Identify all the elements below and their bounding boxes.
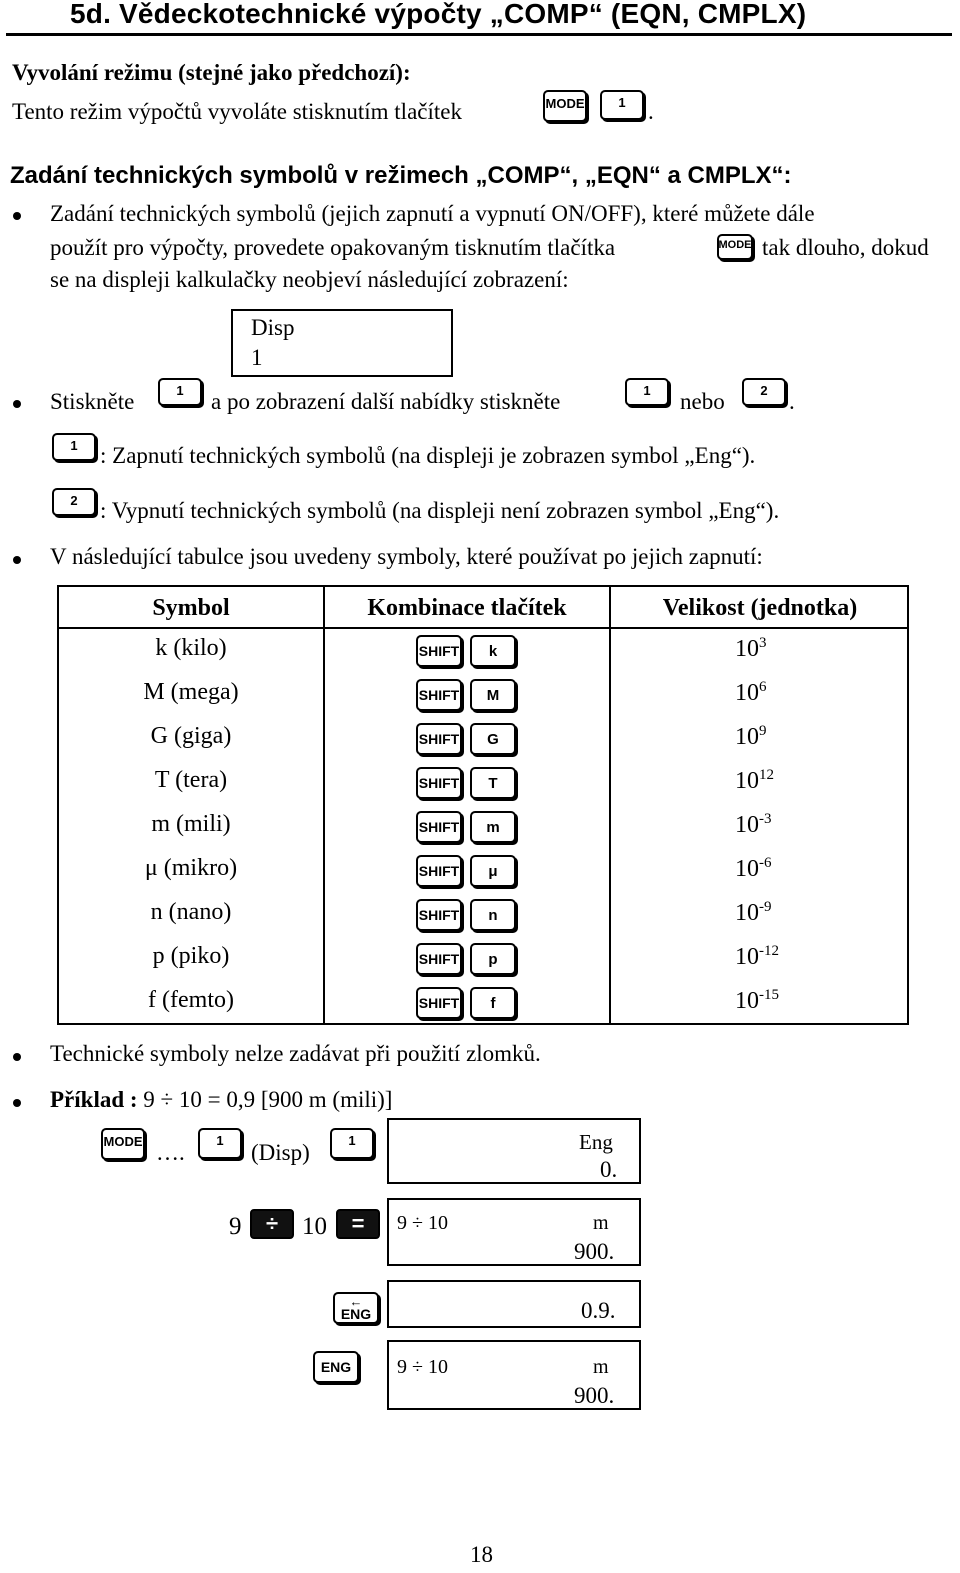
mode-key: MODE bbox=[543, 90, 587, 122]
magnitude-exponent: -15 bbox=[759, 987, 779, 1003]
prefix-symbol: n (nano) bbox=[150, 899, 232, 925]
key-1: 1 bbox=[158, 378, 202, 406]
calc-screen-4 bbox=[387, 1340, 641, 1410]
prefix-symbol: m (mili) bbox=[151, 811, 231, 837]
shift-key: SHIFT bbox=[416, 635, 462, 667]
screen2-expr: 9 ÷ 10 bbox=[397, 1212, 448, 1234]
prefix-key: k bbox=[470, 635, 516, 667]
bullet1-line3: se na displeji kalkulačky neobjeví následující zobrazení: bbox=[50, 267, 569, 292]
shift-key: SHIFT bbox=[416, 723, 462, 755]
table-row bbox=[59, 675, 907, 719]
key-1: 1 bbox=[600, 90, 644, 120]
calc-screen-3 bbox=[387, 1280, 641, 1328]
table-header-size: Velikost (jednotka) bbox=[662, 595, 858, 621]
key-2: 2 bbox=[742, 378, 786, 406]
divide-key: ÷ bbox=[250, 1209, 294, 1239]
key-1: 1 bbox=[198, 1128, 242, 1159]
bullet2-a: Stiskněte bbox=[50, 389, 135, 414]
magnitude-exponent: 9 bbox=[759, 723, 767, 739]
bullet2-c: nebo bbox=[680, 389, 725, 414]
magnitude bbox=[735, 767, 774, 795]
table-row bbox=[59, 851, 907, 895]
magnitude-base: 10 bbox=[735, 856, 759, 882]
bullet2-d: . bbox=[789, 389, 795, 414]
calc-screen-1 bbox=[387, 1118, 641, 1184]
prefix-symbol: μ (mikro) bbox=[144, 855, 238, 881]
mode-heading: Vyvolání režimu (stejné jako předchozí): bbox=[12, 60, 411, 85]
mode-key: MODE bbox=[101, 1128, 145, 1160]
magnitude-exponent: 6 bbox=[759, 679, 767, 695]
magnitude-base: 10 bbox=[735, 944, 759, 970]
table-header-symbol: Symbol bbox=[152, 595, 230, 621]
bullet4-text: Technické symboly nelze zadávat při použití zlomků. bbox=[50, 1041, 541, 1066]
prefix-symbol: k (kilo) bbox=[155, 635, 227, 661]
example-dots: …. bbox=[156, 1140, 185, 1165]
key-1: 1 bbox=[52, 433, 96, 461]
prefix-table bbox=[57, 585, 909, 1025]
bullet1-line2b: tak dlouho, dokud bbox=[762, 235, 929, 260]
mode-text: Tento režim výpočtů vyvoláte stisknutím tlačítek bbox=[12, 99, 462, 124]
bullet1-line1: Zadání technických symbolů (jejich zapnutí a vypnutí ON/OFF), které můžete dále bbox=[50, 201, 815, 226]
prefix-symbol: M (mega) bbox=[143, 679, 239, 705]
example-label: Příklad : bbox=[50, 1087, 138, 1112]
magnitude-exponent: -9 bbox=[759, 899, 772, 915]
magnitude bbox=[735, 899, 772, 927]
prefix-key: μ bbox=[470, 855, 516, 887]
magnitude bbox=[735, 943, 779, 971]
prefix-key: G bbox=[470, 723, 516, 755]
left-arrow-icon: ← bbox=[349, 1294, 363, 1309]
prefix-symbol: p (piko) bbox=[152, 943, 230, 969]
bullet-dot bbox=[13, 212, 21, 220]
prefix-symbol: f (femto) bbox=[148, 987, 234, 1013]
shift-key: SHIFT bbox=[416, 899, 462, 931]
key-1: 1 bbox=[625, 378, 669, 406]
magnitude bbox=[735, 679, 767, 707]
magnitude-base: 10 bbox=[735, 988, 759, 1014]
example-expression: 9 ÷ 10 = 0,9 [900 m (mili)] bbox=[137, 1087, 393, 1112]
example-nine: 9 bbox=[229, 1213, 242, 1240]
magnitude-base: 10 bbox=[735, 680, 759, 706]
magnitude-base: 10 bbox=[735, 636, 759, 662]
bullet2-b: a po zobrazení další nabídky stiskněte bbox=[211, 389, 561, 414]
magnitude bbox=[735, 635, 767, 663]
prefix-key: M bbox=[470, 679, 516, 711]
shift-key: SHIFT bbox=[416, 811, 462, 843]
table-row bbox=[59, 807, 907, 851]
table-header-keys: Kombinace tlačítek bbox=[367, 595, 567, 621]
screen1-top: Eng bbox=[579, 1130, 613, 1154]
display-line2: 1 bbox=[251, 345, 263, 370]
table-row bbox=[59, 631, 907, 675]
shift-key: SHIFT bbox=[416, 767, 462, 799]
prefix-key: m bbox=[470, 811, 516, 843]
magnitude-exponent: -6 bbox=[759, 855, 772, 871]
screen3-bottom: 0.9. bbox=[581, 1298, 616, 1323]
shift-key: SHIFT bbox=[416, 679, 462, 711]
bullet-dot bbox=[13, 400, 21, 408]
screen1-bottom: 0. bbox=[600, 1157, 618, 1182]
table-row bbox=[59, 763, 907, 807]
example-disp-word: (Disp) bbox=[251, 1140, 310, 1165]
key-1: 1 bbox=[330, 1128, 374, 1159]
eng-key: ENG bbox=[313, 1351, 359, 1383]
shift-key: SHIFT bbox=[416, 987, 462, 1019]
page-number: 18 bbox=[470, 1542, 493, 1567]
table-row bbox=[59, 983, 907, 1027]
magnitude-exponent: 3 bbox=[759, 635, 767, 651]
magnitude-base: 10 bbox=[735, 724, 759, 750]
screen2-unit: m bbox=[593, 1212, 609, 1234]
bullet-dot bbox=[13, 556, 21, 564]
screen4-expr: 9 ÷ 10 bbox=[397, 1356, 448, 1378]
screen4-unit: m bbox=[593, 1356, 609, 1378]
bullet-dot bbox=[13, 1053, 21, 1061]
table-row bbox=[59, 895, 907, 939]
shift-key: SHIFT bbox=[416, 943, 462, 975]
example-line bbox=[50, 1087, 392, 1113]
mode-key: MODE bbox=[717, 234, 753, 260]
screen2-bottom: 900. bbox=[574, 1239, 615, 1264]
magnitude-base: 10 bbox=[735, 812, 759, 838]
page-title: 5d. Vědeckotechnické výpočty „COMP“ (EQN, CMPLX) bbox=[70, 0, 807, 29]
bullet1-line2a: použít pro výpočty, provedete opakovaným tisknutím tlačítka bbox=[50, 235, 616, 260]
left-eng-key bbox=[333, 1292, 379, 1324]
bullet3-text: V následující tabulce jsou uvedeny symboly, které používat po jejich zapnutí: bbox=[50, 544, 763, 569]
prefix-key: n bbox=[470, 899, 516, 931]
magnitude-exponent: -12 bbox=[759, 943, 779, 959]
table-row bbox=[59, 939, 907, 983]
table-header-rule bbox=[59, 627, 907, 629]
equals-key: = bbox=[336, 1209, 380, 1239]
prefix-symbol: G (giga) bbox=[150, 723, 232, 749]
magnitude-base: 10 bbox=[735, 768, 759, 794]
prefix-key: f bbox=[470, 987, 516, 1019]
prefix-symbol: T (tera) bbox=[154, 767, 228, 793]
display-line1: Disp bbox=[251, 315, 295, 340]
magnitude-exponent: -3 bbox=[759, 811, 772, 827]
mode-text-end: . bbox=[648, 99, 654, 124]
display-box bbox=[231, 309, 453, 377]
option-off: : Vypnutí technických symbolů (na displeji není zobrazen symbol „Eng“). bbox=[100, 498, 780, 523]
magnitude bbox=[735, 811, 772, 839]
option-on: : Zapnutí technických symbolů (na displeji je zobrazen symbol „Eng“). bbox=[100, 443, 756, 468]
calc-screen-2 bbox=[387, 1198, 641, 1266]
screen4-bottom: 900. bbox=[574, 1383, 615, 1408]
magnitude bbox=[735, 987, 779, 1015]
magnitude bbox=[735, 855, 772, 883]
title-rule bbox=[6, 33, 952, 36]
bullet-dot bbox=[13, 1099, 21, 1107]
magnitude bbox=[735, 723, 767, 751]
prefix-key: p bbox=[470, 943, 516, 975]
shift-key: SHIFT bbox=[416, 855, 462, 887]
table-row bbox=[59, 719, 907, 763]
prefix-key: T bbox=[470, 767, 516, 799]
key-2: 2 bbox=[52, 488, 96, 516]
example-ten: 10 bbox=[302, 1213, 327, 1240]
magnitude-base: 10 bbox=[735, 900, 759, 926]
eng-key-label: ENG bbox=[340, 1306, 372, 1322]
magnitude-exponent: 12 bbox=[759, 767, 774, 783]
section-heading: Zadání technických symbolů v režimech „COMP“, „EQN“ a CMPLX“: bbox=[10, 162, 792, 189]
